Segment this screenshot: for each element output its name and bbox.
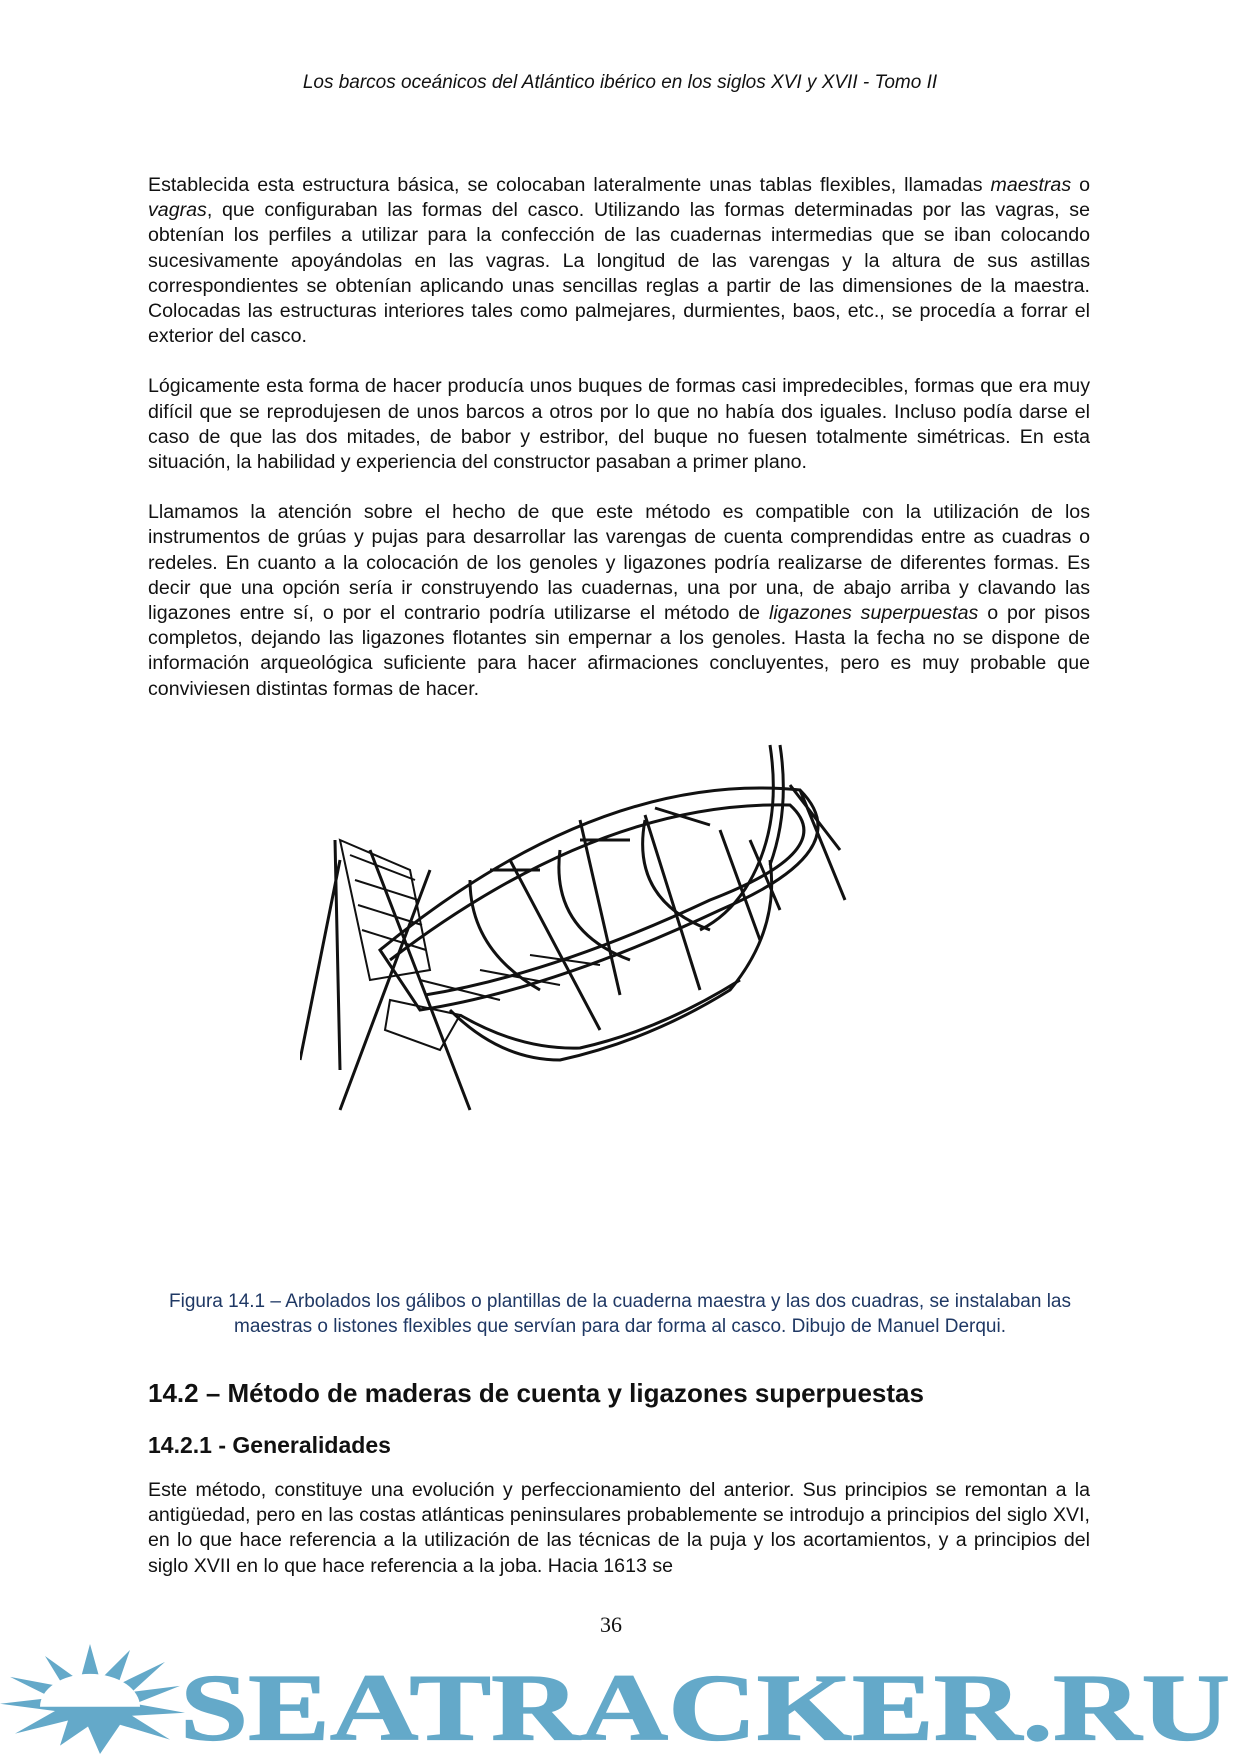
italic-term: ligazones superpuestas [768, 602, 979, 625]
seatracker-watermark [0, 1644, 1240, 1754]
running-header: Los barcos oceánicos del Atlántico ibérico en los siglos XVI y XVII - Tomo II [302, 72, 938, 93]
ship-frame-drawing [300, 730, 960, 1260]
sun-logo-icon [0, 1644, 185, 1754]
section-heading: 14.2 – Método de maderas de cuenta y ligazones superpuestas [148, 1378, 924, 1408]
text: Establecida esta estructura básica, se colocaban lateralmente unas tablas flexibles, llamadas [148, 174, 991, 196]
body-text [148, 173, 1090, 727]
paragraph-3 [148, 500, 1090, 702]
text: o por pisos completos, dejando las ligazones flotantes sin empernar a los genoles. Hasta la fecha no se dispone de información arqueológica suficiente para hacer afirmaciones concluyentes, pero es muy probable que conviviesen distintas formas de hacer. [148, 602, 1090, 700]
italic-term: vagras [148, 199, 207, 222]
text: , que configuraban las formas del casco. Utilizando las formas determinadas por las vagras, se obtenían los perfiles a utilizar para la confección de las cuadernas intermedias que se iban colocando sucesivamente apoyándolas en las vagras. La longitud de las varengas y la altura de sus astillas correspondientes se obtenían aplicando unas sencillas reglas a partir de las dimensiones de la maestra. Colocadas las estructuras interiores tales como palmejares, durmientes, baos, etc., se procedía a forrar el exterior del casco. [148, 199, 1090, 348]
page-number: 36 [600, 1612, 622, 1637]
italic-term: maestras [990, 174, 1072, 196]
watermark-text: SEATRACKER.RU [180, 1654, 1230, 1754]
body-text-2 [148, 1478, 1090, 1604]
text: Llamamos la atención sobre el hecho de que este método es compatible con la utilización de los instrumentos de grúas y pujas para desarrollar las varengas de cuenta comprendidas entre as cuadras o redeles. En cuanto a la colocación de los genoles y ligazones podría realizarse de diferentes formas. Es decir que una opción sería ir construyendo las cuadernas, una por una, de abajo arriba y clavando las ligazones entre sí, o por el contrario podría utilizarse el método de [148, 501, 1090, 625]
paragraph-2: Lógicamente esta forma de hacer producía unos buques de formas casi impredecibles, formas que era muy difícil que se reprodujesen de unos barcos a otros por lo que no había dos iguales. Incluso podía darse el caso de que las dos mitades, de babor y estribor, del buque no fuesen totalmente simétricas. En esta situación, la habilidad y experiencia del constructor pasaban a primer plano. [148, 375, 1090, 474]
paragraph-1 [148, 173, 1090, 349]
subsection-heading: 14.2.1 - Generalidades [148, 1432, 391, 1458]
text: o [1071, 174, 1090, 196]
figure-caption: Figura 14.1 – Arbolados los gálibos o plantillas de la cuaderna maestra y las dos cuadras, se instalaban las maestras o listones flexibles que servían para dar forma al casco. Dibujo de Manuel Derqui. [169, 1291, 1071, 1337]
paragraph-4: Este método, constituye una evolución y perfeccionamiento del anterior. Sus principios se remontan a la antigüedad, pero en las costas atlánticas peninsulares probablemente se introdujo a principios del siglo XVI, en lo que hace referencia a la utilización de las técnicas de la puja y los acortamientos, y a principios del siglo XVII en lo que hace referencia a la joba. Hacia 1613 se [148, 1479, 1090, 1577]
